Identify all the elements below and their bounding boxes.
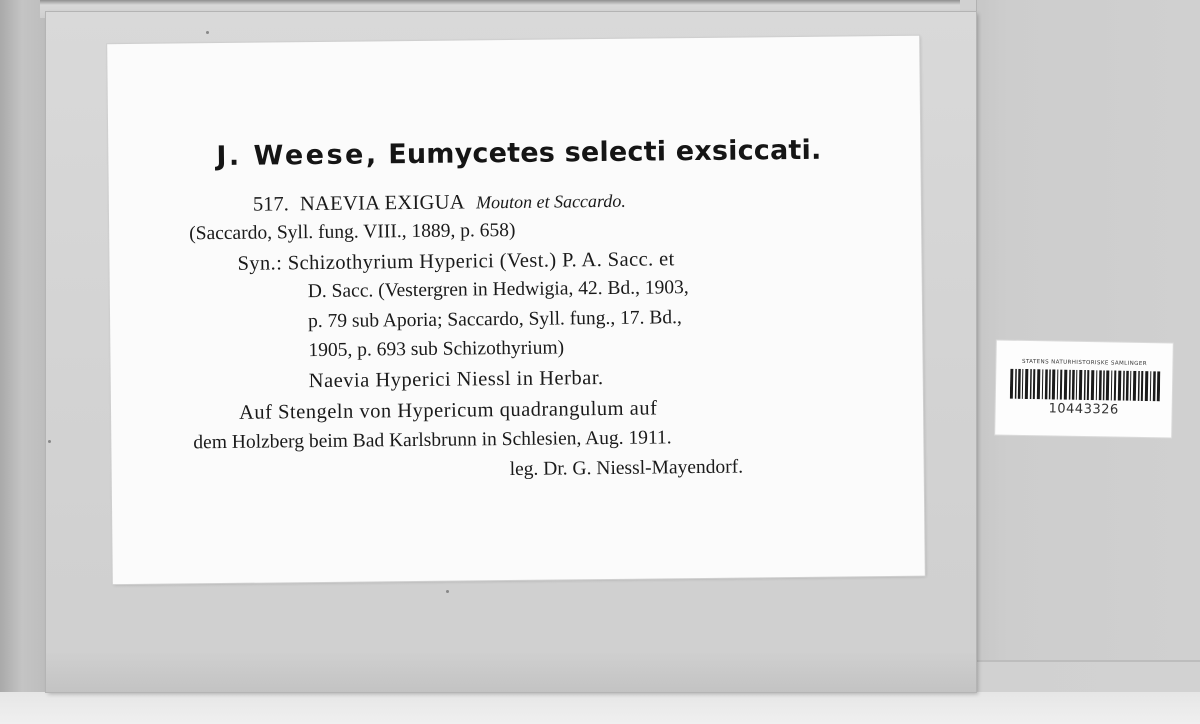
synonym-citation-line: p. 79 sub Aporia; Saccardo, Syll. fung., 17. Bd., (308, 307, 682, 333)
bottom-sheet-edge (0, 692, 1200, 724)
synonym-prefix: Syn.: (237, 252, 283, 275)
synonym-line (237, 249, 674, 274)
label-title (216, 134, 876, 172)
synonym-citation-line: D. Sacc. (Vestergren in Hedwigia, 42. Bd., 1903, (307, 277, 689, 303)
herbarium-name-line: Naevia Hyperici Niessl in Herbar. (308, 367, 604, 393)
barcode-icon (1010, 369, 1161, 402)
paper-speck (206, 31, 209, 34)
paper-speck (48, 440, 51, 443)
barcode-sticker (995, 340, 1173, 437)
species-author: Mouton et Saccardo. (475, 190, 626, 213)
species-line (253, 191, 626, 215)
exsiccata-number: 517. (252, 193, 289, 216)
citation-line: (Saccardo, Syll. fung. VIII., 1889, p. 658) (189, 219, 516, 245)
species-name: NAEVIA EXIGUA (299, 191, 466, 216)
collector-line: leg. Dr. G. Niessl-Mayendorf. (509, 456, 744, 481)
exsiccata-label (107, 36, 925, 584)
synonym-name: Schizothyrium Hyperici (Vest.) P. A. Sacc. et (287, 248, 675, 275)
paper-speck (446, 590, 449, 593)
locality-date-line: dem Holzberg beim Bad Karlsbrunn in Schlesien, Aug. 1911. (193, 427, 672, 454)
series-title: Eumycetes selecti exsiccati. (388, 134, 822, 171)
herbarium-sheet-right (976, 0, 1200, 660)
synonym-citation-line: 1905, p. 693 sub Schizothyrium) (308, 337, 565, 362)
collector-name: J. Weese, (216, 139, 379, 173)
left-sheet-edge (0, 0, 46, 724)
barcode-number: 10443326 (1048, 401, 1119, 418)
host-locality-line: Auf Stengeln von Hypericum quadrangulum auf (238, 397, 658, 424)
barcode-institution: STATENS NATURHISTORISKE SAMLINGER (1021, 358, 1147, 368)
